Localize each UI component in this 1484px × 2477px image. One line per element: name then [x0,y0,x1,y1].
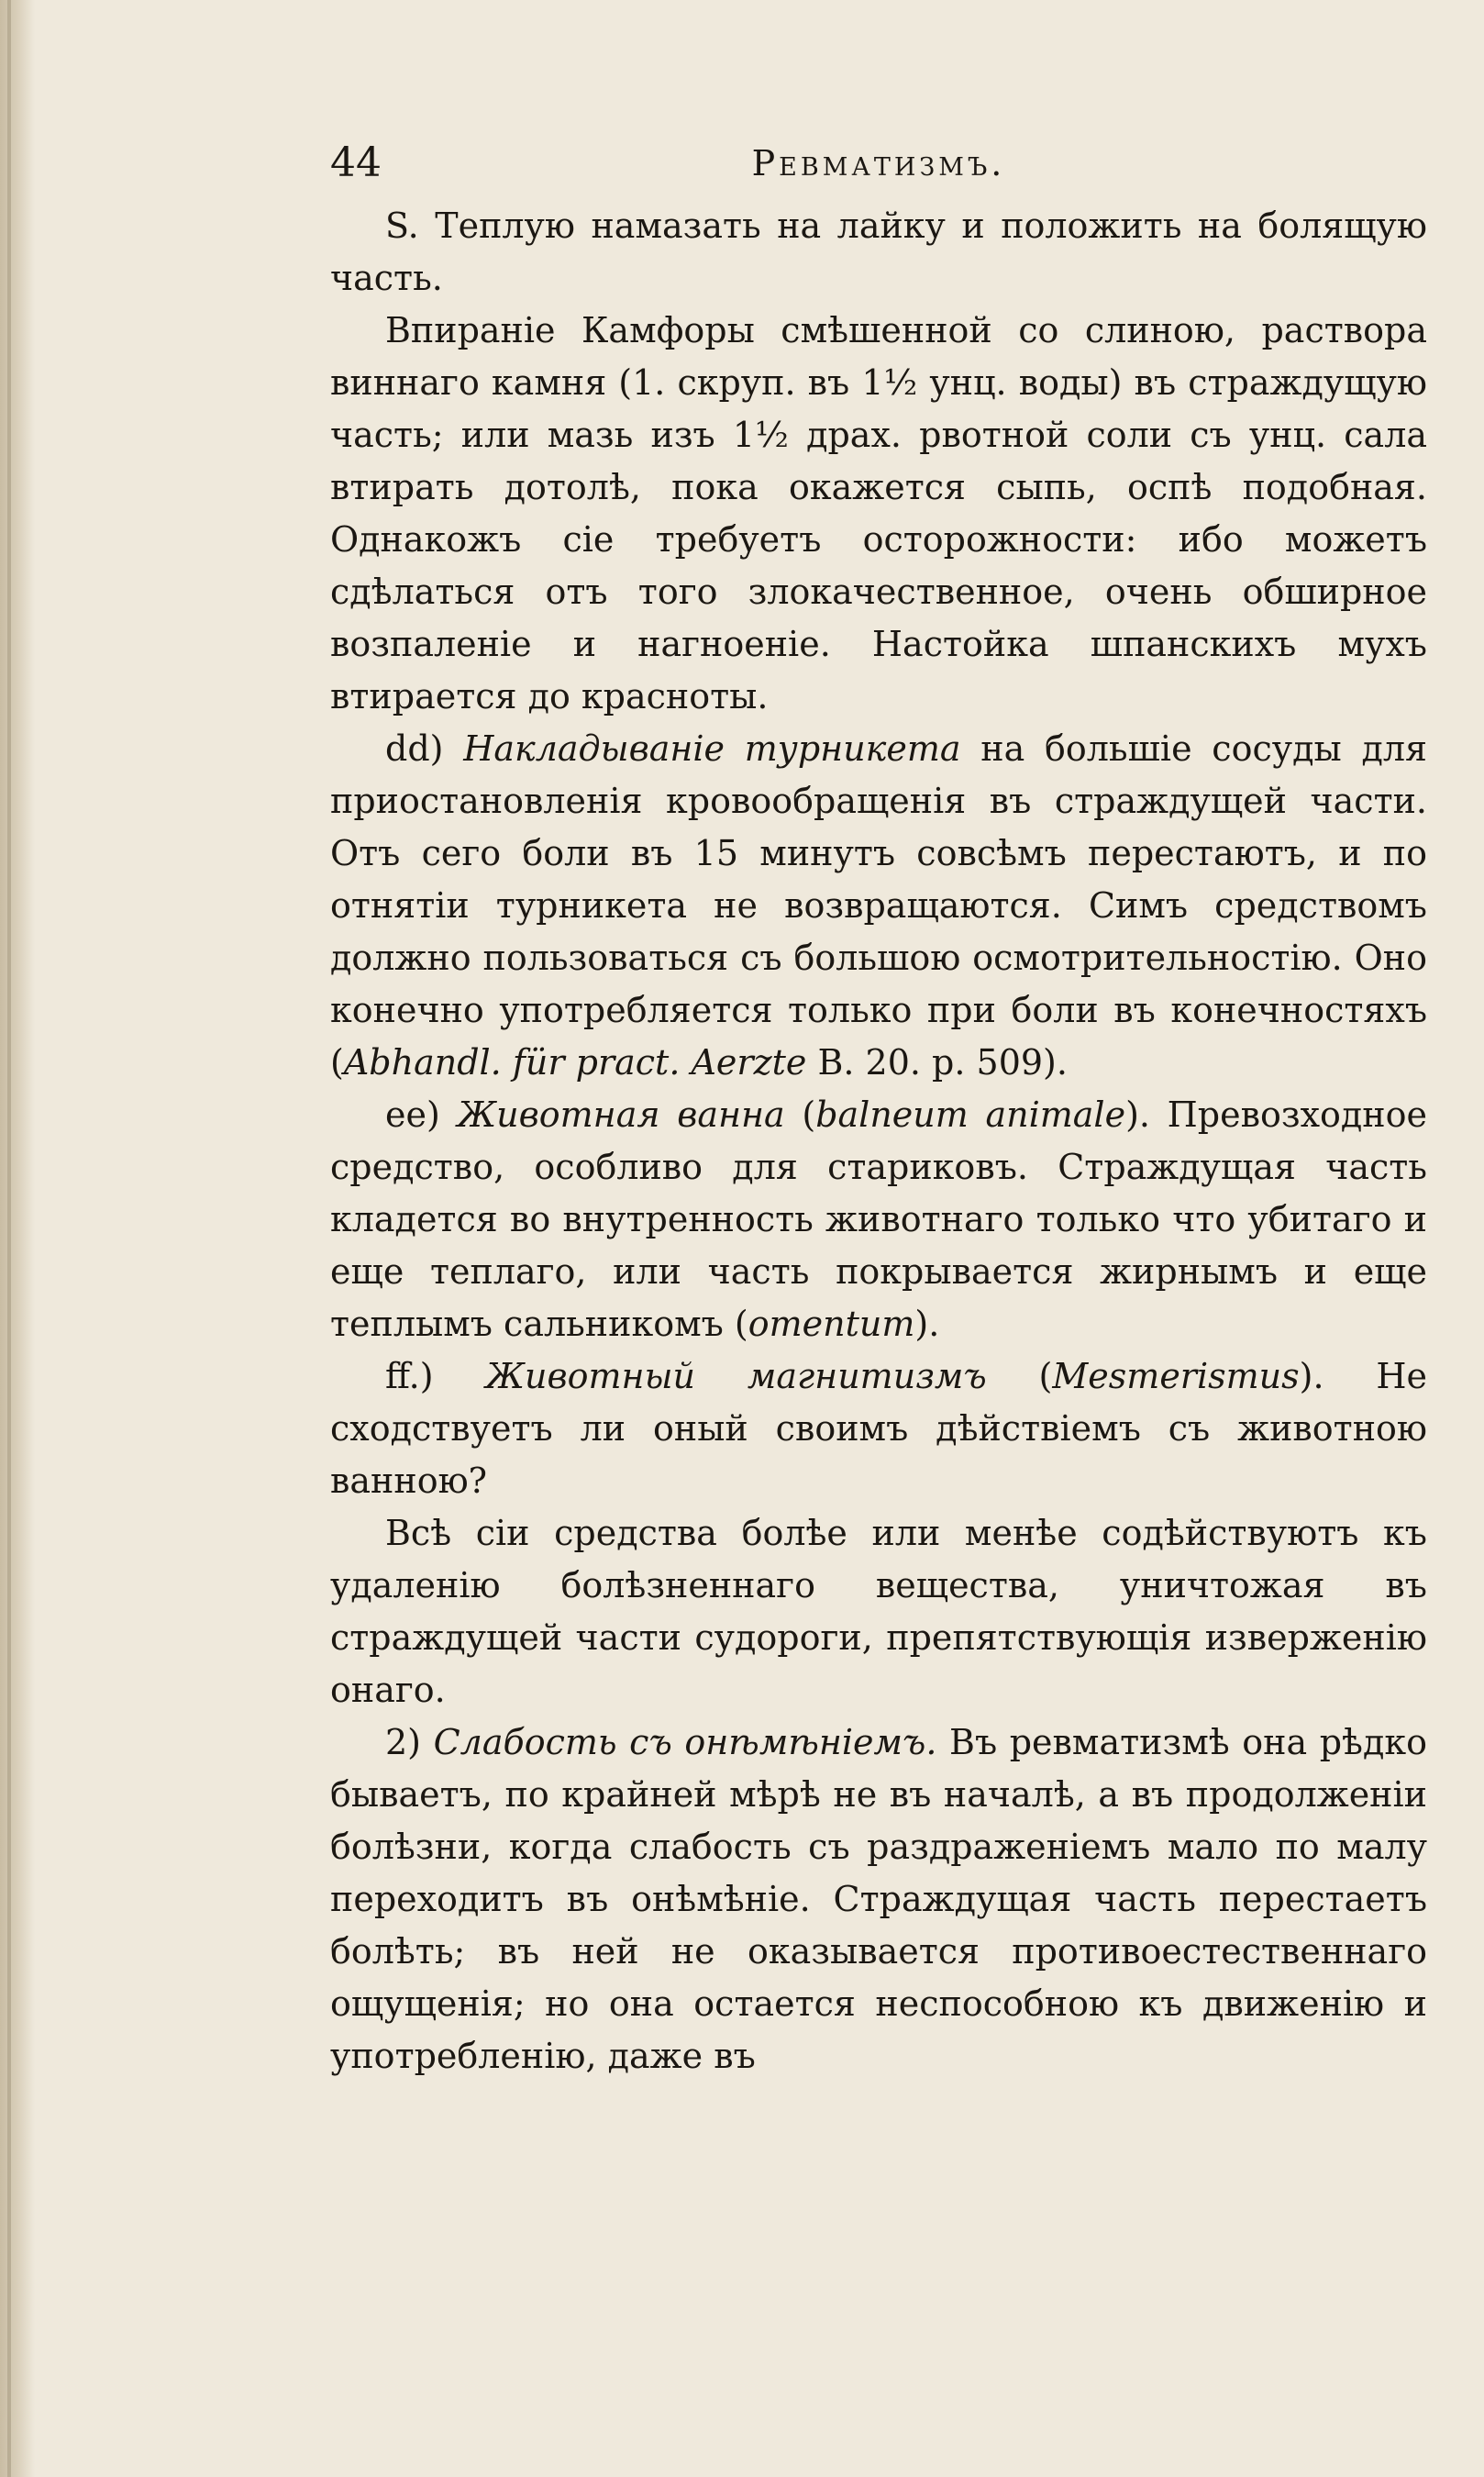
italic-run: Животная ванна [457,1094,785,1135]
body-text [330,200,1427,2083]
text-run: ). Превозходное средство, особливо для стариковъ. Страждущая часть кладется во внутренность животнаго только что убитаго и еще теплаго, или часть покрывается жирнымъ и еще теплымъ сальникомъ ( [330,1094,1428,1344]
paragraph-summary [330,1507,1427,1716]
text-run: 2) [385,1722,434,1762]
page-number: 44 [330,139,382,186]
page-binding-edge [0,0,35,2477]
paragraph-magnetism [330,1350,1427,1507]
italic-run: Животный магнитизмъ [485,1356,987,1396]
text-run: Въ ревматизмѣ она рѣдко бываетъ, по крайней мѣрѣ не въ началѣ, а въ продолженіи болѣзни, когда слабость съ раздраженіемъ мало по малу переходитъ въ онѣмѣніе. Страждущая часть перестаетъ болѣть; въ ней не оказывается противоестественнаго ощущенія; но она остается неспособною къ движенію и употребленію, даже въ [330,1722,1427,2076]
paragraph-weakness [330,1716,1427,2083]
text-run: ). Не сходствуетъ ли оный своимъ дѣйствіемъ съ животною ванною? [330,1356,1427,1501]
italic-run: Mesmerismus [1052,1356,1300,1396]
text-run: ( [784,1094,816,1135]
running-title: Ревматизмъ. [751,143,1006,183]
text-run: ff.) [385,1356,486,1396]
text-run: dd) [385,728,464,769]
italic-run: balneum animale [815,1094,1126,1135]
text-run: S. Теплую намазать на лайку и положить на болящую часть. [330,205,1427,298]
paragraph-animal-bath [330,1089,1427,1350]
text-run: ee) [385,1094,458,1135]
italic-run: Слабость съ онѣмѣніемъ. [433,1722,937,1762]
italic-run: Abhandl. für pract. Aerzte [343,1042,807,1083]
paragraph-application-note [330,200,1427,305]
text-run: Всѣ сіи средства болѣе или менѣе содѣйствуютъ къ удаленію болѣзненнаго вещества, уничтожая въ страждущей части судороги, препятствующія изверженію онаго. [330,1513,1427,1710]
text-run: на большіе сосуды для приостановленія кровообращенія въ страждущей части. Отъ сего боли въ 15 минутъ совсѣмъ перестаютъ, и по отнятіи турникета не возвращаются. Симъ средствомъ должно пользоваться съ большою осмотрительностію. Оно конечно употребляется только при боли въ конечностяхъ ( [330,728,1427,1083]
text-run: B. 20. p. 509). [806,1042,1068,1083]
text-run: Впираніе Камфоры смѣшенной со слиною, раствора виннаго камня (1. скруп. въ 1½ унц. воды) въ страждущую часть; или мазь изъ 1½ драх. рвотной соли съ унц. сала втирать дотолѣ, пока окажется сыпь, оспѣ подобная. Однакожъ сіе требуетъ осторожности: ибо можетъ сдѣлаться отъ того злокачественное, очень обширное возпаленіе и нагноеніе. Настойка шпанскихъ мухъ втирается до красноты. [330,310,1427,716]
italic-run: Накладываніе турникета [463,728,961,769]
paragraph-rubbing [330,305,1427,723]
text-run: ). [914,1304,940,1344]
page-binding-line [7,0,11,2477]
paragraph-tourniquet [330,723,1427,1089]
page-header [330,136,1427,191]
text-run: ( [986,1356,1053,1396]
italic-run: omentum [748,1304,915,1344]
